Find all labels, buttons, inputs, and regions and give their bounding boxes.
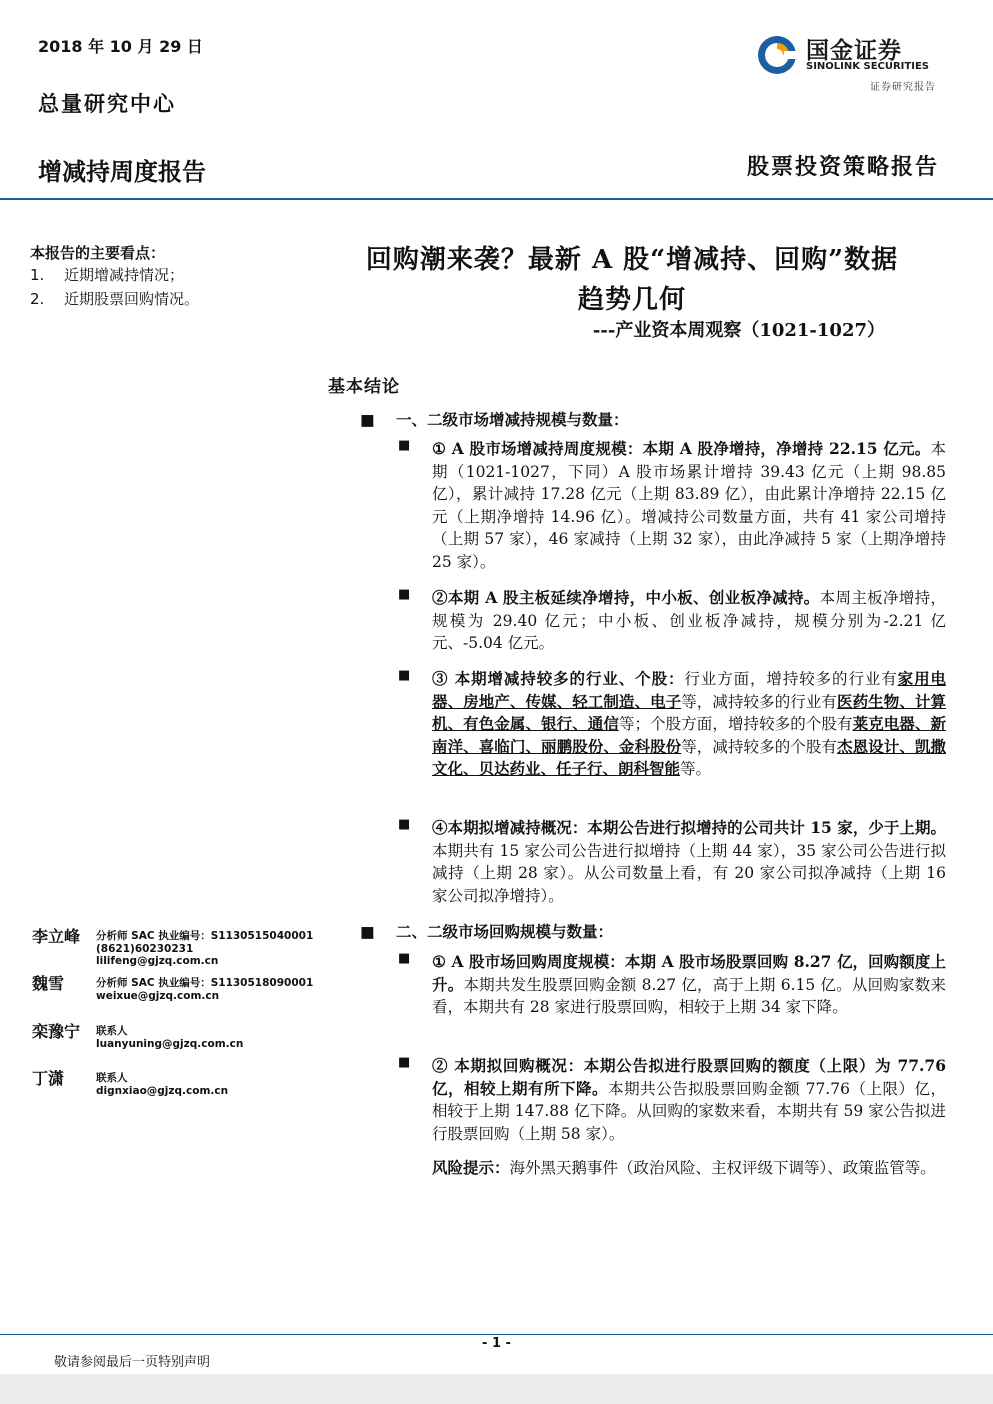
brand-name-en: SINOLINK SECURITIES: [806, 61, 929, 72]
item-body: 等，减持较多的行业有: [681, 692, 838, 711]
item-body: 本期（1021-1027，下同）A 股市场累计增持 39.43 亿元（上期 98.85 亿），累计减持 17.28 亿元（上期 83.89 亿），由此累计净增持 22.15 亿元（上期净增持 14.96 亿）。增减持公司数量方面，共有 41 家公司增持（上期 57 家），46 家减持（上期 32 家），由此净减持 5 家（上期净增持 25 家）。: [432, 440, 946, 571]
industry-list-increase: 家用电器、房地产、传媒、轻工制造、电子: [432, 669, 946, 711]
brand-name-cn: 国金证券: [806, 38, 902, 64]
analyst-credential: 分析师 SAC 执业编号：S1130515040001: [96, 930, 314, 942]
square-bullet-icon: ■: [398, 587, 411, 602]
analyst-email: lilifeng@gjzq.com.cn: [96, 955, 219, 967]
sidebar-point-text: 近期股票回购情况。: [64, 290, 200, 308]
analyst-email: dignxiao@gjzq.com.cn: [96, 1084, 229, 1097]
section-heading: [360, 920, 613, 942]
list-item: [398, 438, 946, 574]
analyst-role: 联系人: [96, 1025, 128, 1037]
square-bullet-icon: ■: [398, 1055, 411, 1070]
analyst-role: 联系人: [96, 1072, 128, 1084]
stock-list-increase: 莱克电器、新南洋、喜临门、丽鹏股份、金科股份: [432, 714, 946, 756]
square-bullet-icon: ■: [398, 817, 411, 832]
item-body: 等；个股方面，增持较多的个股有: [618, 715, 853, 734]
analyst-info: [96, 1072, 228, 1097]
report-type: 股票投资策略报告: [746, 154, 939, 180]
stock-list-decrease: 杰恩设计、凯撒文化、贝达药业、任子行、朗科智能: [432, 736, 946, 779]
sidebar-heading: 本报告的主要看点：: [30, 244, 166, 262]
analyst-info: [96, 977, 313, 1002]
analyst-credential: 分析师 SAC 执业编号：S1130518090001: [96, 977, 314, 989]
report-title: [320, 240, 944, 320]
list-item: [398, 817, 946, 907]
square-bullet-icon: ■: [360, 922, 375, 941]
report-series: 增减持周度报告: [38, 158, 206, 186]
section-heading: [360, 408, 629, 430]
list-item: [398, 587, 946, 655]
sidebar-point-number: 2.: [30, 290, 45, 308]
risk-label: 风险提示：: [432, 1158, 510, 1177]
footer-disclaimer: 敬请参阅最后一页特别声明: [54, 1355, 211, 1370]
square-bullet-icon: ■: [360, 410, 375, 429]
list-item-text: [432, 1055, 946, 1145]
analyst-name: 丁潇: [32, 1069, 65, 1088]
section-heading-text: 二、二级市场回购规模与数量：: [396, 922, 614, 941]
sidebar-point-number: 1.: [30, 266, 45, 284]
header-divider: [0, 198, 993, 200]
analyst-name: 李立峰: [32, 927, 81, 946]
item-highlight: ① A 股市场增减持周度规模：本期 A 股净增持，净增持 22.15 亿元。: [432, 439, 931, 458]
sidebar-point: [30, 264, 184, 285]
list-item-text: [432, 587, 946, 655]
brand-logo: [756, 32, 946, 94]
square-bullet-icon: ■: [398, 668, 411, 683]
list-item: [398, 951, 946, 1019]
brand-subtitle: 证券研究报告: [870, 82, 936, 93]
section-heading-text: 一、二级市场增减持规模与数量：: [396, 410, 629, 429]
item-body: 行业方面，增持较多的行业有: [684, 670, 898, 688]
footer-divider: [0, 1334, 993, 1335]
list-item-text: [432, 951, 946, 1019]
analyst-name: 魏雪: [32, 974, 65, 993]
risk-warning: [432, 1157, 946, 1180]
list-item-text: [432, 438, 946, 574]
sidebar-point-text: 近期增减持情况；: [64, 266, 185, 284]
page-bottom-margin: [0, 1374, 993, 1404]
analyst-name: 栾豫宁: [32, 1022, 81, 1041]
sinolink-logo-icon: [756, 34, 798, 76]
report-title-line: 趋势几何: [577, 285, 686, 315]
conclusion-heading: 基本结论: [328, 377, 400, 397]
item-body: 本周主板净增持，规模为 29.40 亿元；中小板、创业板净减持，规模分别为-2.21 亿元、-5.04 亿元。: [432, 589, 946, 653]
list-item-text: [432, 668, 946, 781]
analyst-info: [96, 930, 313, 968]
item-body: 等。: [680, 760, 712, 779]
analyst-phone: (8621)60230231: [96, 942, 194, 955]
risk-text: 海外黑天鹅事件（政治风险、主权评级下调等）、政策监管等。: [509, 1159, 936, 1177]
department-name: 总量研究中心: [38, 91, 176, 116]
analyst-info: [96, 1025, 243, 1050]
list-item: [398, 1055, 946, 1145]
square-bullet-icon: ■: [398, 438, 411, 453]
item-highlight: ① A 股市场回购周度规模：本期 A 股市场股票回购 8.27 亿，回购额度上升。: [432, 952, 946, 994]
item-highlight: ③ 本期增减持较多的行业、个股：: [432, 669, 685, 688]
report-title-line: 回购潮来袭？最新 A 股“增减持、回购”数据: [365, 245, 899, 275]
sidebar-point: [30, 288, 199, 309]
item-body: 本期共发生股票回购金额 8.27 亿，高于上期 6.15 亿。从回购家数来看，本期共有 28 家进行股票回购，相较于上期 34 家下降。: [432, 975, 946, 1017]
page-number: - 1 -: [482, 1336, 511, 1351]
item-body: 本期共公告拟股票回购金额 77.76（上限）亿，相较于上期 147.88 亿下降。从回购的家数来看，本期共有 59 家公告拟进行股票回购（上期 58 家）。: [432, 1079, 946, 1143]
analyst-email: weixue@gjzq.com.cn: [96, 989, 220, 1002]
item-body: 等，减持较多的个股有: [681, 737, 838, 756]
report-date: 2018 年 10 月 29 日: [38, 37, 203, 56]
item-highlight: ④本期拟增减持概况：本期公告进行拟增持的公司共计 15 家，少于上期。: [432, 818, 946, 837]
item-highlight: ② 本期拟回购概况：本期公告拟进行股票回购的额度（上限）为 77.76 亿，相较上期有所下降。: [432, 1056, 946, 1098]
item-highlight: ②本期 A 股主板延续净增持，中小板、创业板净减持。: [432, 588, 820, 607]
list-item-text: [432, 817, 946, 907]
square-bullet-icon: ■: [398, 951, 411, 966]
report-subtitle: ---产业资本周观察（1021-1027）: [592, 320, 885, 341]
list-item: [398, 668, 946, 781]
industry-list-decrease: 医药生物、计算机、有色金属、银行、通信: [432, 691, 946, 734]
item-body: 本期共有 15 家公司公告进行拟增持（上期 44 家），35 家公司公告进行拟减持（上期 28 家）。从公司数量上看，有 20 家公司拟净减持（上期 16 家公司拟净增持）。: [432, 841, 946, 905]
analyst-email: luanyuning@gjzq.com.cn: [96, 1037, 244, 1050]
